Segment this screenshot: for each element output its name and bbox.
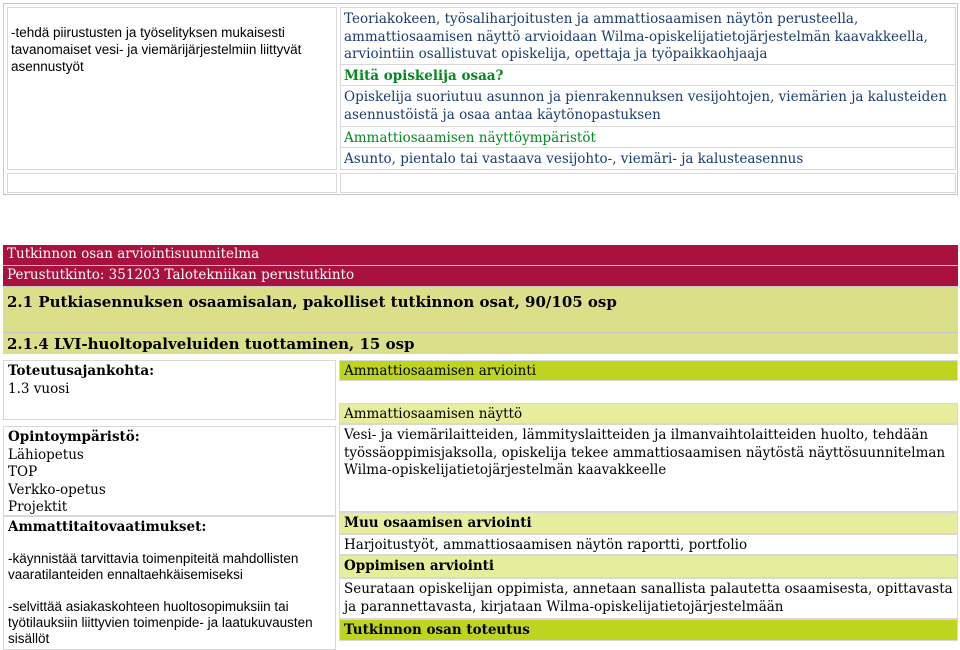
timing-value: 1.3 vuosi	[8, 380, 70, 397]
skills-cell	[3, 516, 336, 650]
left-column	[3, 360, 336, 650]
top-left-text: -tehdä piirustusten ja työselityksen mukaisesti tavanomaiset vesi- ja viemärijärjestelmiin liittyvät asennustyöt	[11, 25, 302, 74]
spacer	[339, 381, 958, 403]
other-heading: Muu osaamisen arviointi	[339, 512, 958, 534]
top-left-cell	[7, 7, 337, 170]
study-env-item: Lähiopetus	[8, 446, 84, 463]
plan-unit: 2.1.4 LVI-huoltopalveluiden tuottaminen, 15 osp	[3, 333, 958, 354]
right-column	[339, 360, 958, 641]
learning-text: Seurataan opiskelijan oppimista, annetaan sanallista palautetta osaamisesta, opittavasta ja parannettavasta, kirjataan Wilma-opiskelijatietojärjestelmään	[339, 578, 958, 619]
study-env-item: TOP	[8, 464, 38, 481]
timing-cell	[3, 360, 336, 420]
top-right-empty-cell	[340, 173, 956, 193]
env-text: Asunto, pientalo tai vastaava vesijohto-, viemäri- ja kalusteasennus	[344, 151, 804, 167]
study-env-item: Projektit	[8, 499, 68, 516]
learning-heading: Oppimisen arviointi	[339, 555, 958, 578]
plan-section: 2.1 Putkiasennuksen osaamisalan, pakolliset tutkinnon osat, 90/105 osp	[3, 287, 958, 333]
plan-header	[3, 245, 958, 354]
study-env-heading: Opintoympäristö:	[8, 429, 140, 445]
impl-heading: Tutkinnon osan toteutus	[339, 619, 958, 641]
demo-heading: Ammattiosaamisen näyttö	[339, 403, 958, 424]
top-table	[3, 3, 958, 195]
skill-item: -käynnistää tarvittavia toimenpiteitä mahdollisten vaaratilanteiden ennaltaehkäisemiseksi	[8, 550, 299, 582]
assessment-heading: Ammattiosaamisen arviointi	[339, 360, 958, 381]
plan-degree: Perustutkinto: 351203 Talotekniikan perustutkinto	[3, 266, 958, 287]
timing-heading: Toteutusajankohta:	[8, 363, 155, 379]
demo-text: Vesi- ja viemärilaitteiden, lämmityslaitteiden ja ilmanvaihtolaitteiden huolto, tehdään työssäoppimisjaksolla, opiskelija tekee ammattiosaamisen näytöstä näyttösuunnitelman Wilma-opiskelijatietojärjestelmän kaavakkeelle	[339, 424, 958, 512]
other-text: Harjoitustyöt, ammattiosaamisen näytön raportti, portfolio	[339, 534, 958, 555]
skill-item: -selvittää asiakaskohteen huoltosopimuksiin tai työtilauksiin liittyvien toimenpide- ja laatukuvausten sisällöt	[8, 598, 313, 647]
intro-text: Teoriakokeen, työsaliharjoitusten ja ammattiosaamisen näytön perusteella, ammattiosaamisen näyttö arvioidaan Wilma-opiskelijatietojärjestelmän kaavakkeella, arviointiin osallistuvat opiskelija, opettaja ja työpaikkaohjaaja	[341, 8, 955, 65]
plan-title: Tutkinnon osan arviointisuunnitelma	[3, 245, 958, 266]
top-left-empty-cell	[7, 173, 337, 193]
env-heading: Ammattiosaamisen näyttöympäristöt	[341, 127, 955, 148]
study-env-item: Verkko-opetus	[8, 481, 106, 498]
what-heading: Mitä opiskelija osaa?	[341, 65, 955, 86]
top-right-cell	[340, 7, 956, 170]
what-text: Opiskelija suoriutuu asunnon ja pienrakennuksen vesijohtojen, viemärien ja kalusteiden asennustöistä ja osaa antaa käytönopastuksen	[341, 86, 955, 127]
env-cell	[3, 426, 336, 516]
skills-heading: Ammattitaitovaatimukset:	[8, 519, 207, 535]
